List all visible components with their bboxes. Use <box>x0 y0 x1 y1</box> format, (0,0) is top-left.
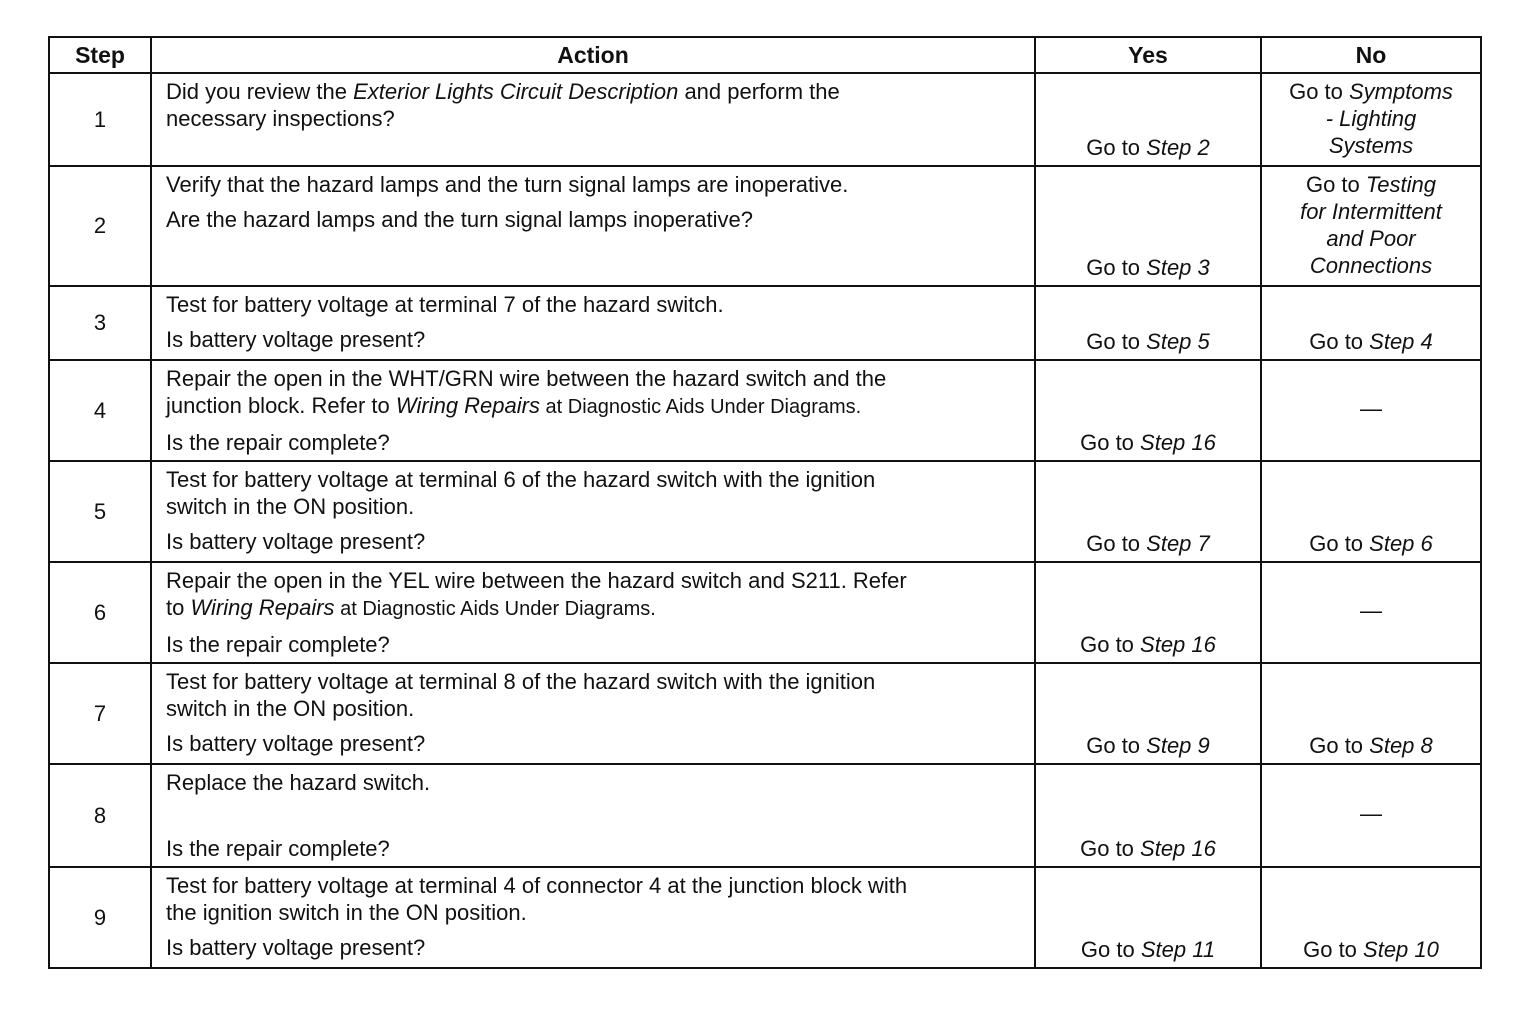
step-number: 9 <box>49 867 151 968</box>
yes-cell <box>1035 562 1261 663</box>
action-reference: Wiring Repairs <box>395 393 540 418</box>
header-row <box>49 37 1481 73</box>
step-number: 4 <box>49 360 151 461</box>
no-step-link: Step 4 <box>1369 329 1433 354</box>
yes-cell <box>1035 867 1261 968</box>
action-reference: Wiring Repairs <box>190 595 335 620</box>
yes-step-link: Step 5 <box>1146 329 1210 354</box>
action-question: Is the repair complete? <box>166 632 390 657</box>
table-row <box>49 73 1481 166</box>
action-cell <box>151 73 1035 166</box>
table-row <box>49 166 1481 286</box>
no-reference: Systems <box>1328 133 1414 158</box>
action-reference: Exterior Lights Circuit Description <box>353 79 679 104</box>
no-step-link: Step 8 <box>1369 733 1433 758</box>
table-row <box>49 286 1481 360</box>
yes-text: Go to <box>1080 632 1141 657</box>
action-text: Test for battery voltage at terminal 7 of the hazard switch. <box>166 292 724 317</box>
yes-step-link: Step 9 <box>1146 733 1210 758</box>
table-row <box>49 867 1481 968</box>
action-cell <box>151 461 1035 562</box>
step-number: 8 <box>49 764 151 867</box>
header-yes: Yes <box>1035 37 1261 73</box>
action-text <box>166 872 1024 926</box>
action-text-part: the ignition switch in the ON position. <box>166 900 527 925</box>
step-number: 3 <box>49 286 151 360</box>
step-number: 6 <box>49 562 151 663</box>
yes-step-link: Step 3 <box>1146 255 1210 280</box>
action-question: Is the repair complete? <box>166 430 390 455</box>
no-step-link: Step 10 <box>1363 937 1439 962</box>
yes-text: Go to <box>1080 937 1141 962</box>
no-cell: — <box>1261 764 1481 867</box>
yes-cell <box>1035 663 1261 764</box>
no-text: Go to <box>1305 172 1366 197</box>
yes-text: Go to <box>1086 531 1147 556</box>
no-text: Go to <box>1289 79 1349 104</box>
yes-cell <box>1035 461 1261 562</box>
table-row <box>49 461 1481 562</box>
action-text-part: at Diagnostic Aids Under Diagrams. <box>334 598 656 620</box>
action-cell <box>151 867 1035 968</box>
no-text: Go to <box>1309 329 1370 354</box>
action-content <box>166 769 1024 862</box>
action-question: Is battery voltage present? <box>166 731 426 756</box>
no-cell <box>1261 663 1481 764</box>
yes-cell <box>1035 73 1261 166</box>
step-number: 1 <box>49 73 151 166</box>
yes-step-link: Step 11 <box>1140 937 1216 962</box>
action-text-part: at Diagnostic Aids Under Diagrams. <box>539 396 862 418</box>
diagnostic-table <box>48 36 1482 969</box>
no-cell: — <box>1261 360 1481 461</box>
action-text-part: Test for battery voltage at terminal 8 of the hazard switch with the ignition <box>166 669 876 694</box>
action-text <box>166 668 1024 722</box>
yes-cell <box>1035 360 1261 461</box>
action-text <box>166 466 1024 520</box>
action-question: Is battery voltage present? <box>166 327 426 352</box>
no-text: Go to <box>1309 733 1370 758</box>
yes-step-link: Step 16 <box>1140 836 1216 861</box>
step-number: 2 <box>49 166 151 286</box>
yes-step-link: Step 2 <box>1146 135 1210 160</box>
header-action: Action <box>151 37 1035 73</box>
action-text-part: Test for battery voltage at terminal 6 of the hazard switch with the ignition <box>166 467 876 492</box>
action-text-part: to <box>166 595 191 620</box>
action-question: necessary inspections? <box>166 106 395 131</box>
action-question: Is battery voltage present? <box>166 529 426 554</box>
action-cell <box>151 166 1035 286</box>
action-question: Are the hazard lamps and the turn signal lamps inoperative? <box>166 207 754 232</box>
yes-text: Go to <box>1086 255 1147 280</box>
no-reference: Symptoms <box>1349 79 1453 104</box>
yes-text: Go to <box>1080 430 1141 455</box>
no-text: Go to <box>1309 531 1370 556</box>
no-reference: for Intermittent <box>1300 199 1442 224</box>
no-reference: - Lighting <box>1325 106 1417 131</box>
no-reference: Testing <box>1365 172 1437 197</box>
no-cell <box>1261 166 1481 286</box>
no-cell <box>1261 73 1481 166</box>
action-cell <box>151 764 1035 867</box>
no-cell <box>1261 867 1481 968</box>
header-no: No <box>1261 37 1481 73</box>
yes-text: Go to <box>1086 733 1147 758</box>
action-question: Is the repair complete? <box>166 836 390 861</box>
table-row <box>49 663 1481 764</box>
step-number: 7 <box>49 663 151 764</box>
action-text-part: junction block. Refer to <box>166 393 396 418</box>
yes-text: Go to <box>1080 836 1141 861</box>
step-number: 5 <box>49 461 151 562</box>
table-row <box>49 562 1481 663</box>
no-cell <box>1261 286 1481 360</box>
action-cell <box>151 663 1035 764</box>
action-text-part: Test for battery voltage at terminal 4 of connector 4 at the junction block with <box>166 873 908 898</box>
no-reference: and Poor <box>1326 226 1416 251</box>
action-question: Is battery voltage present? <box>166 935 426 960</box>
yes-step-link: Step 7 <box>1146 531 1210 556</box>
action-text-part: switch in the ON position. <box>166 494 415 519</box>
no-reference: Connections <box>1309 253 1433 278</box>
action-text <box>166 365 1024 421</box>
yes-cell <box>1035 764 1261 867</box>
action-cell <box>151 562 1035 663</box>
action-cell <box>151 360 1035 461</box>
no-text: Go to <box>1303 937 1364 962</box>
action-text: Replace the hazard switch. <box>166 770 431 795</box>
action-cell <box>151 286 1035 360</box>
action-text-part: switch in the ON position. <box>166 696 415 721</box>
no-cell <box>1261 461 1481 562</box>
action-text <box>166 567 1024 623</box>
action-text-part: Repair the open in the YEL wire between the hazard switch and S211. Refer <box>166 568 907 593</box>
action-text: Verify that the hazard lamps and the turn signal lamps are inoperative. <box>166 172 849 197</box>
yes-step-link: Step 16 <box>1140 632 1216 657</box>
table-row <box>49 764 1481 867</box>
table-row <box>49 360 1481 461</box>
action-text-part: and perform the <box>678 79 840 104</box>
action-text-part: Repair the open in the WHT/GRN wire between the hazard switch and the <box>166 366 887 391</box>
action-text <box>166 78 1024 132</box>
no-step-link: Step 6 <box>1369 531 1433 556</box>
header-step: Step <box>49 37 151 73</box>
action-text-part: Did you review the <box>166 79 354 104</box>
yes-text: Go to <box>1086 135 1147 160</box>
no-cell: — <box>1261 562 1481 663</box>
yes-cell <box>1035 166 1261 286</box>
yes-text: Go to <box>1086 329 1147 354</box>
yes-cell <box>1035 286 1261 360</box>
yes-step-link: Step 16 <box>1140 430 1216 455</box>
